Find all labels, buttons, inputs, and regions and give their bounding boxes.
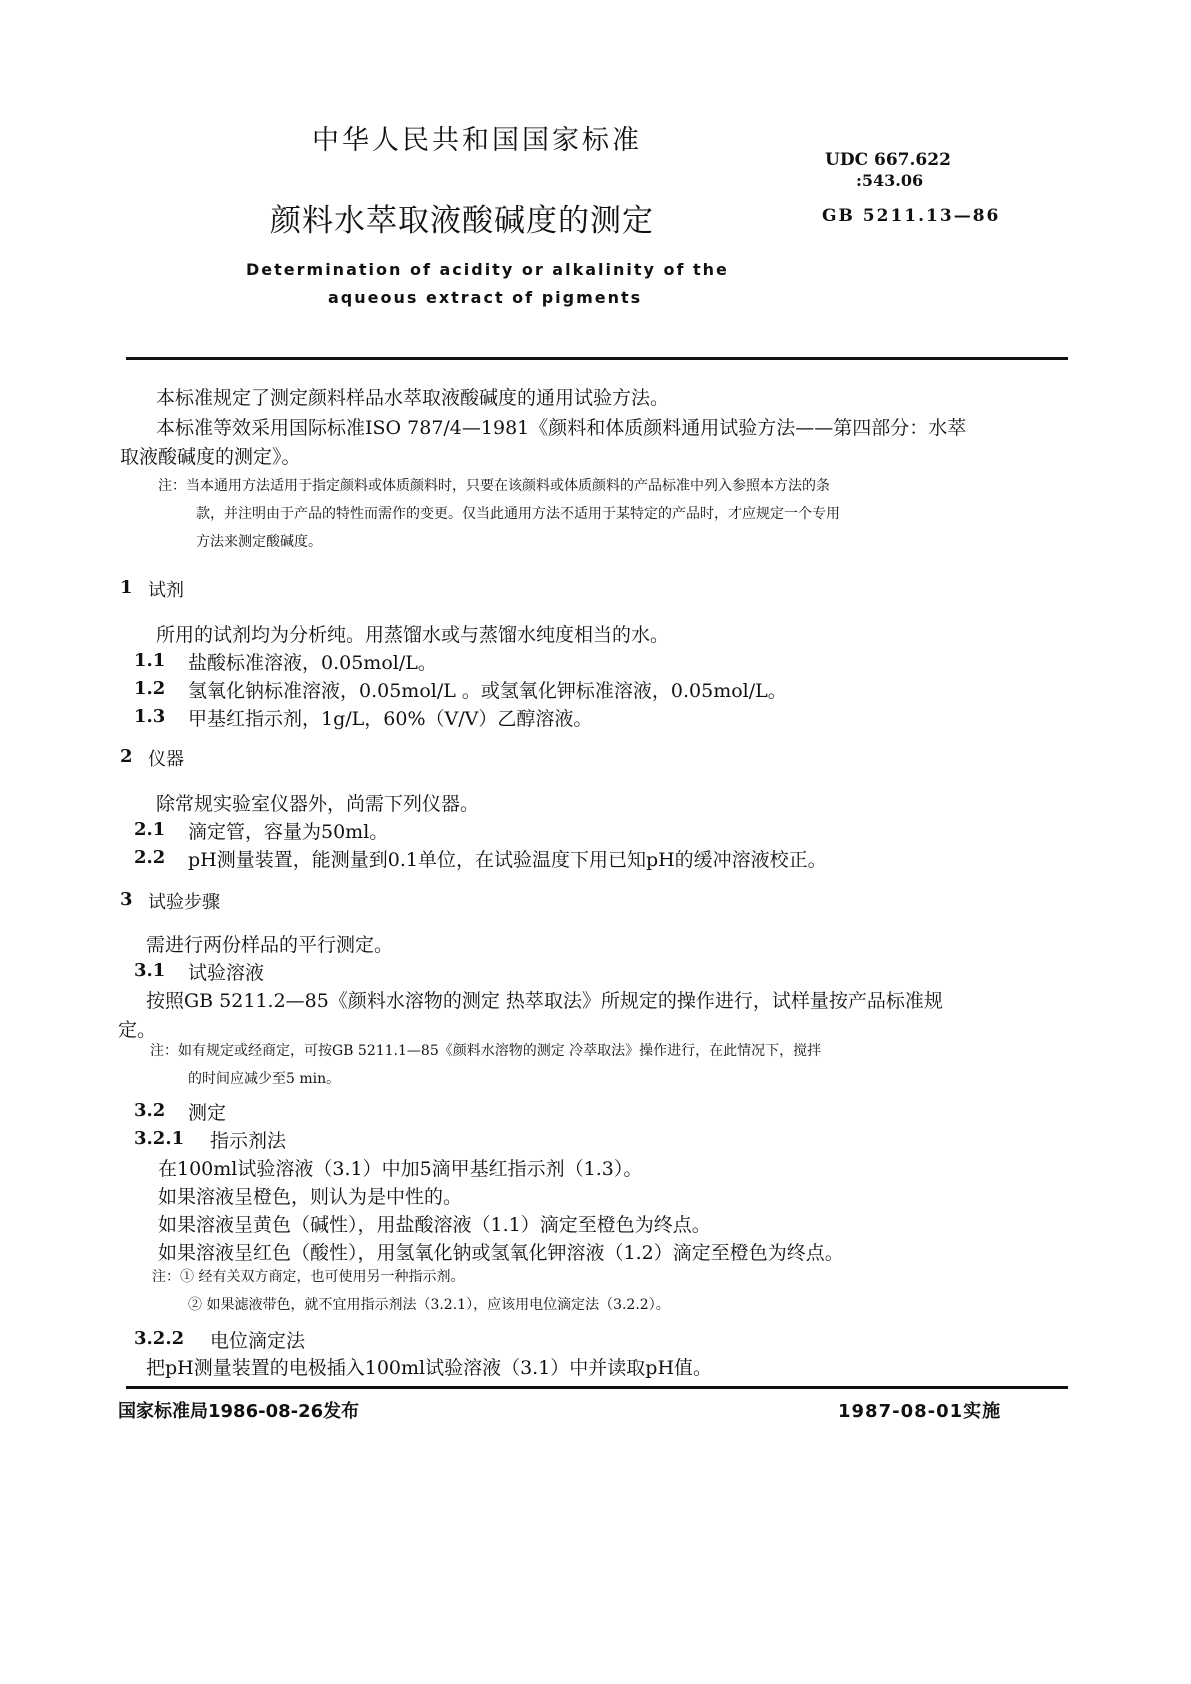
udc-code-line1: UDC 667.622 bbox=[825, 150, 951, 170]
item-3-2-2-title: 电位滴定法 bbox=[210, 1330, 306, 1352]
udc-code-line2: :543.06 bbox=[856, 171, 924, 190]
item-2-1-number: 2.1 bbox=[134, 819, 166, 840]
effective-date: 1987-08-01实施 bbox=[838, 1401, 1002, 1422]
item-2-2-number: 2.2 bbox=[134, 847, 166, 868]
intro-paragraph-1: 本标准规定了测定颜料样品水萃取液酸碱度的通用试验方法。 bbox=[156, 387, 670, 409]
item-3-1-number: 3.1 bbox=[134, 960, 166, 981]
section-1-title: 试剂 bbox=[148, 580, 184, 601]
item-1-3-number: 1.3 bbox=[134, 706, 166, 727]
item-3-2-2-text: 把pH测量装置的电极插入100ml试验溶液（3.1）中并读取pH值。 bbox=[146, 1357, 713, 1379]
item-3-2-1-number: 3.2.1 bbox=[134, 1128, 185, 1149]
section-1-number: 1 bbox=[120, 577, 133, 598]
header-divider bbox=[126, 357, 1068, 360]
item-3-2-1-line3: 如果溶液呈黄色（碱性），用盐酸溶液（1.1）滴定至橙色为终点。 bbox=[158, 1214, 711, 1236]
section-2-title: 仪器 bbox=[148, 749, 184, 770]
item-3-1-line1: 按照GB 5211.2—85《颜料水溶物的测定 热萃取法》所规定的操作进行，试样量按产品标准规 bbox=[146, 990, 943, 1012]
item-2-2-text: pH测量装置，能测量到0.1单位，在试验温度下用已知pH的缓冲溶液校正。 bbox=[188, 849, 827, 871]
intro-note-line2: 款，并注明由于产品的特性而需作的变更。仅当此通用方法不适用于某特定的产品时，才应规定一个专用 bbox=[196, 506, 840, 522]
item-3-2-1-line2: 如果溶液呈橙色，则认为是中性的。 bbox=[158, 1186, 463, 1208]
section-3-number: 3 bbox=[120, 889, 133, 910]
item-1-1-text: 盐酸标准溶液，0.05mol/L。 bbox=[188, 652, 437, 674]
intro-note-line3: 方法来测定酸碱度。 bbox=[196, 534, 322, 550]
item-3-2-1-line4: 如果溶液呈红色（酸性），用氢氧化钠或氢氧化钾溶液（1.2）滴定至橙色为终点。 bbox=[158, 1242, 844, 1264]
section-3-title: 试验步骤 bbox=[148, 892, 220, 913]
item-3-2-title: 测定 bbox=[188, 1102, 227, 1124]
item-3-1-note-line2: 的时间应减少至5 min。 bbox=[188, 1071, 341, 1087]
intro-paragraph-2-line1: 本标准等效采用国际标准ISO 787/4—1981《颜料和体质颜料通用试验方法——第四部分：水萃 bbox=[156, 417, 967, 439]
standard-number: GB 5211.13—86 bbox=[822, 206, 1001, 226]
footer-divider bbox=[126, 1386, 1068, 1389]
item-3-2-1-note2: ② 如果滤液带色，就不宜用指示剂法（3.2.1），应该用电位滴定法（3.2.2）。 bbox=[188, 1297, 670, 1313]
intro-paragraph-2-line2: 取液酸碱度的测定》。 bbox=[120, 446, 301, 468]
issue-date: 国家标准局1986-08-26发布 bbox=[118, 1401, 360, 1422]
item-3-2-2-number: 3.2.2 bbox=[134, 1328, 185, 1349]
item-3-1-title: 试验溶液 bbox=[188, 962, 265, 984]
section-2-number: 2 bbox=[120, 746, 133, 767]
item-1-3-text: 甲基红指示剂，1g/L，60%（V/V）乙醇溶液。 bbox=[188, 708, 593, 730]
section-1-text: 所用的试剂均为分析纯。用蒸馏水或与蒸馏水纯度相当的水。 bbox=[156, 624, 670, 646]
english-title-line2: aqueous extract of pigments bbox=[328, 288, 643, 307]
item-3-2-1-title: 指示剂法 bbox=[210, 1130, 287, 1152]
item-1-1-number: 1.1 bbox=[134, 650, 166, 671]
item-1-2-text: 氢氧化钠标准溶液，0.05mol/L 。或氢氧化钾标准溶液，0.05mol/L。 bbox=[188, 680, 787, 702]
item-3-2-1-line1: 在100ml试验溶液（3.1）中加5滴甲基红指示剂（1.3）。 bbox=[158, 1158, 643, 1180]
item-3-1-line2: 定。 bbox=[118, 1019, 157, 1041]
item-2-1-text: 滴定管，容量为50ml。 bbox=[188, 821, 389, 843]
section-2-text: 除常规实验室仪器外，尚需下列仪器。 bbox=[156, 793, 480, 815]
item-1-2-number: 1.2 bbox=[134, 678, 166, 699]
document-title: 颜料水萃取液酸碱度的测定 bbox=[270, 203, 654, 239]
english-title-line1: Determination of acidity or alkalinity of the bbox=[246, 260, 729, 279]
item-3-2-1-note1: 注：① 经有关双方商定，也可使用另一种指示剂。 bbox=[152, 1269, 465, 1285]
national-standard-heading: 中华人民共和国国家标准 bbox=[312, 125, 642, 156]
section-3-text: 需进行两份样品的平行测定。 bbox=[146, 934, 394, 956]
intro-note-line1: 注：当本通用方法适用于指定颜料或体质颜料时，只要在该颜料或体质颜料的产品标准中列入参照本方法的条 bbox=[158, 478, 830, 494]
item-3-2-number: 3.2 bbox=[134, 1100, 166, 1121]
item-3-1-note-line1: 注：如有规定或经商定，可按GB 5211.1—85《颜料水溶物的测定 冷萃取法》操作进行，在此情况下，搅拌 bbox=[150, 1043, 822, 1059]
